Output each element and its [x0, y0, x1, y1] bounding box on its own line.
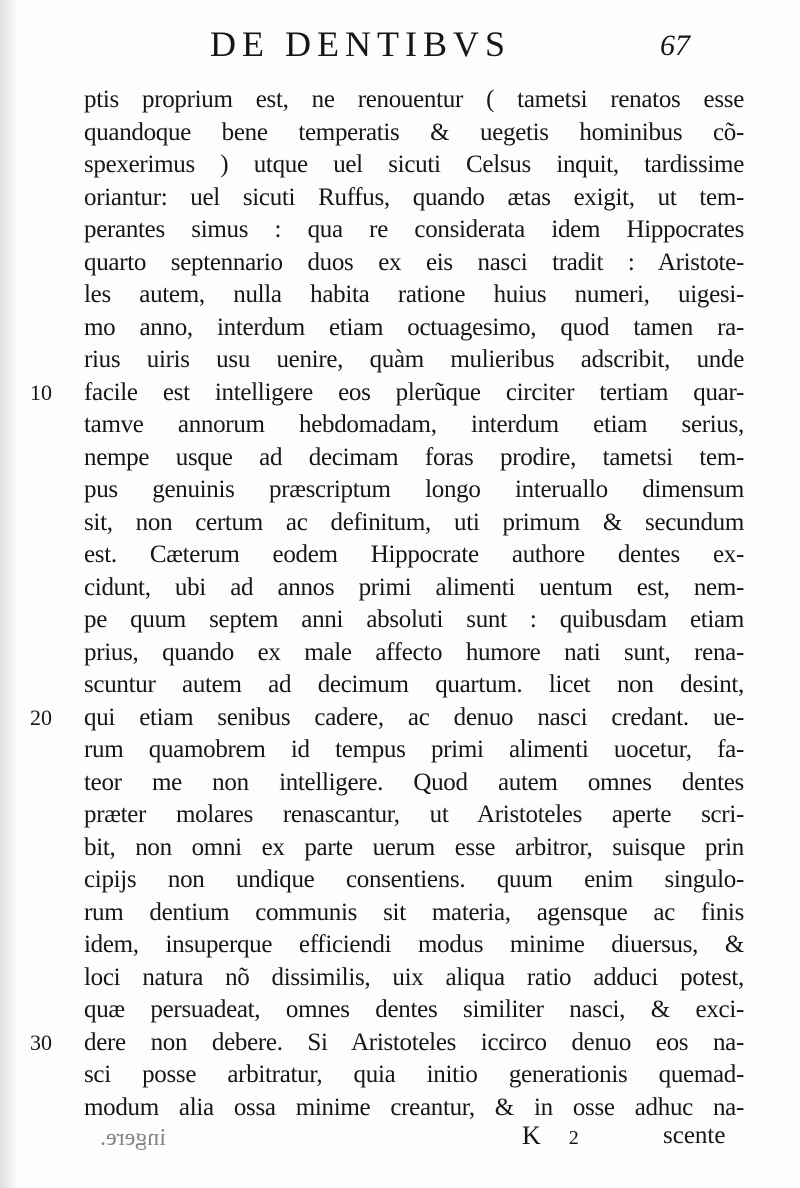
text-line: modum alia ossa minime creantur, & in osse adhuc na- — [84, 1093, 744, 1121]
signature-mark — [522, 1120, 579, 1154]
text-line: nempe usque ad decimam foras prodire, tametsi tem- — [84, 443, 744, 471]
signature-number: 2 — [568, 1127, 579, 1149]
text-line: præter molares renascantur, ut Aristoteles aperte scri- — [84, 801, 744, 828]
text-line: loci natura nõ dissimilis, uix aliqua ratio adduci potest, — [84, 963, 744, 991]
text-line: rum quamobrem id tempus primi alimenti uocetur, fa- — [84, 736, 744, 763]
text-line: sci posse arbitratur, quia initio generationis quemad- — [84, 1061, 744, 1088]
page-header — [0, 20, 800, 70]
text-line: les autem, nulla habita ratione huius numeri, uigesi- — [84, 281, 744, 308]
text-line: tamve annorum hebdomadam, interdum etiam serius, — [84, 411, 744, 438]
text-line: pe quum septem anni absoluti sunt : quibusdam etiam — [84, 606, 744, 633]
text-line: perantes simus : qua re considerata idem Hippocrates — [84, 216, 744, 243]
body-text — [84, 84, 744, 1124]
text-line: pus genuinis præscriptum longo interuallo dimensum — [84, 476, 744, 503]
text-line: rum dentium communis sit materia, agensque ac finis — [84, 898, 744, 926]
page-number: 67 — [660, 29, 690, 62]
margin-line-number: 20 — [30, 704, 52, 730]
text-line: quæ persuadeat, omnes dentes similiter nasci, & exci- — [84, 996, 744, 1023]
text-line: teor me non intelligere. Quod autem omnes dentes — [84, 768, 744, 796]
text-line: idem, insuperque efficiendi modus minime diuersus, & — [84, 931, 744, 958]
text-line: spexerimus ) utque uel sicuti Celsus inquit, tardissime — [84, 151, 744, 178]
page-footer — [0, 1118, 800, 1158]
signature-letter: K — [522, 1121, 541, 1150]
text-line: bit, non omni ex parte uerum esse arbitror, suisque prin — [84, 833, 744, 861]
margin-line-number: 10 — [30, 379, 52, 405]
catchword: scente — [663, 1122, 726, 1149]
margin-line-number: 30 — [30, 1029, 52, 1055]
page-gutter-shadow — [0, 0, 18, 1188]
text-line: qui etiam senibus cadere, ac denuo nasci credant. ue- — [84, 703, 744, 731]
text-line: rius uiris usu uenire, quàm mulieribus adscribit, unde — [84, 346, 744, 373]
text-line: oriantur: uel sicuti Ruffus, quando ætas exigit, ut tem- — [84, 183, 744, 211]
text-line: facile est intelligere eos plerũque circiter tertiam quar- — [84, 378, 744, 406]
text-line: scuntur autem ad decimum quartum. licet non desint, — [84, 671, 744, 698]
text-line: mo anno, interdum etiam octuagesimo, quod tamen ra- — [84, 313, 744, 341]
text-line: est. Cæterum eodem Hippocrate authore dentes ex- — [84, 541, 744, 568]
bleed-through-text: ingere. — [100, 1125, 166, 1151]
text-line: cipijs non undique consentiens. quum enim singulo- — [84, 866, 744, 893]
running-head: DE DENTIBVS — [210, 24, 511, 64]
text-line: ptis proprium est, ne renouentur ( tametsi renatos esse — [84, 86, 744, 113]
text-line: sit, non certum ac definitum, uti primum & secundum — [84, 508, 744, 536]
text-line: cidunt, ubi ad annos primi alimenti uentum est, nem- — [84, 573, 744, 601]
text-line: dere non debere. Si Aristoteles iccirco denuo eos na- — [84, 1028, 744, 1056]
text-line: quandoque bene temperatis & uegetis hominibus cõ- — [84, 118, 744, 146]
text-line: quarto septennario duos ex eis nasci tradit : Aristote- — [84, 248, 744, 276]
text-line: prius, quando ex male affecto humore nati sunt, rena- — [84, 638, 744, 666]
